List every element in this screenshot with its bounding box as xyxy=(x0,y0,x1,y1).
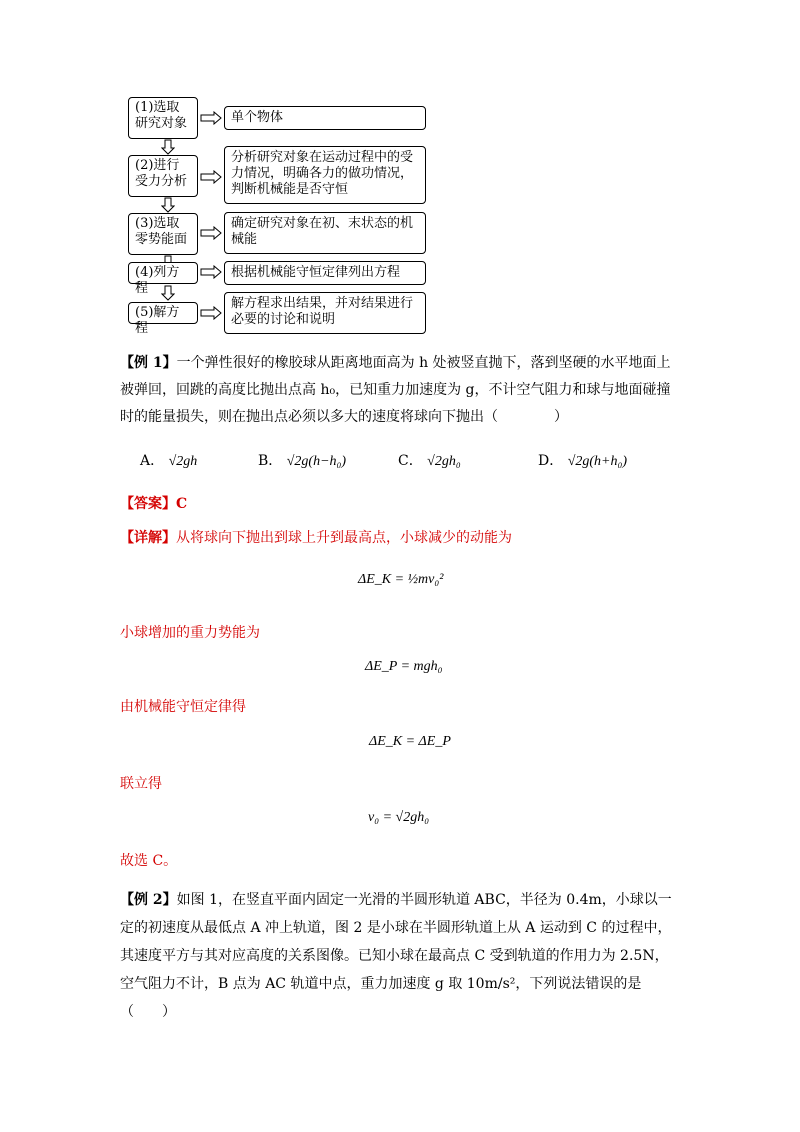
option-d-key: D． xyxy=(538,453,564,469)
option-c-expr: √2gh₀ xyxy=(427,454,461,469)
flow-step-5-label: (5)解方程 xyxy=(128,302,198,324)
flow-step-3-label: (3)选取零势能面 xyxy=(128,213,198,255)
right-arrow-icon xyxy=(200,170,222,184)
formula-result: v₀ = √2gh₀ xyxy=(368,810,430,825)
detail-line-3: 由机械能守恒定律得 xyxy=(120,699,246,715)
detail-line xyxy=(120,525,680,552)
flow-step-1-desc: 单个物体 xyxy=(224,106,426,130)
flow-step-5-desc: 解方程求出结果，并对结果进行必要的讨论和说明 xyxy=(224,292,426,334)
formula-conservation: ΔE_K = ΔE_P xyxy=(369,734,451,749)
down-arrow-icon xyxy=(161,197,175,213)
option-b-expr: √2g(h−h₀) xyxy=(286,454,347,469)
example1-question-text: 一个弹性很好的橡胶球从距离地面高为 h 处被竖直抛下，落到坚硬的水平地面上被弹回，回跳的高度比抛出点高 h₀，已知重力加速度为 g，不计空气阻力和球与地面碰撞时的能量损失，则在抛出点必须以多大的速度将球向下抛出（ ） xyxy=(120,355,671,425)
flow-step-2-desc: 分析研究对象在运动过程中的受力情况，明确各力的做功情况，判断机械能是否守恒 xyxy=(224,146,426,204)
answer-value: C xyxy=(176,496,188,512)
example2-question-text: 如图 1，在竖直平面内固定一光滑的半圆形轨道 ABC，半径为 0.4m，小球以一定的初速度从最低点 A 冲上轨道，图 2 是小球在半圆形轨道上从 A 运动到 C 的过程中，其速度平方与其对应高度的关系图像。已知小球在最高点 C 受到轨道的作用力为 2.5N，空气阻力不计，B 点为 AC 轨道中点，重力加速度 g 取 10m/s²，下列说法错误的是（ ） xyxy=(120,892,672,1020)
answer-tag: 【答案】 xyxy=(120,496,176,512)
flow-step-4-label: (4)列方程 xyxy=(128,262,198,284)
option-a[interactable] xyxy=(140,450,197,470)
detail-line-2: 小球增加的重力势能为 xyxy=(120,625,260,641)
detail-intro: 从将球向下抛出到球上升到最高点，小球减少的动能为 xyxy=(176,530,512,546)
flow-step-1-label: (1)选取研究对象 xyxy=(128,97,198,139)
option-a-key: A． xyxy=(140,453,165,469)
flow-step-4-desc: 根据机械能守恒定律列出方程 xyxy=(224,261,426,285)
example1-tag: 【例 1】 xyxy=(120,355,177,371)
example2-question xyxy=(120,886,680,1026)
example1-question xyxy=(120,350,680,431)
down-arrow-icon xyxy=(161,139,175,155)
right-arrow-icon xyxy=(200,226,222,240)
option-d[interactable] xyxy=(538,450,627,470)
right-arrow-icon xyxy=(200,111,222,125)
flow-step-2-label: (2)进行受力分析 xyxy=(128,155,198,197)
down-arrow-icon xyxy=(161,285,175,301)
option-b[interactable] xyxy=(258,450,346,470)
formula-potential-energy: ΔE_P = mgh₀ xyxy=(365,659,443,674)
option-c[interactable] xyxy=(398,450,461,470)
detail-line-4: 联立得 xyxy=(120,776,162,792)
option-a-expr: √2gh xyxy=(168,454,198,469)
option-d-expr: √2g(h+h₀) xyxy=(567,454,628,469)
right-arrow-icon xyxy=(200,306,222,320)
example2-tag: 【例 2】 xyxy=(120,892,177,908)
formula-kinetic-energy: ΔE_K = ½mv₀² xyxy=(358,572,444,587)
option-b-key: B． xyxy=(258,453,283,469)
conclusion-line: 故选 C。 xyxy=(120,853,178,869)
answer-line xyxy=(120,491,680,518)
detail-tag: 【详解】 xyxy=(120,530,176,546)
right-arrow-icon xyxy=(200,265,222,279)
flow-step-3-desc: 确定研究对象在初、末状态的机械能 xyxy=(224,212,426,254)
option-c-key: C． xyxy=(398,453,423,469)
